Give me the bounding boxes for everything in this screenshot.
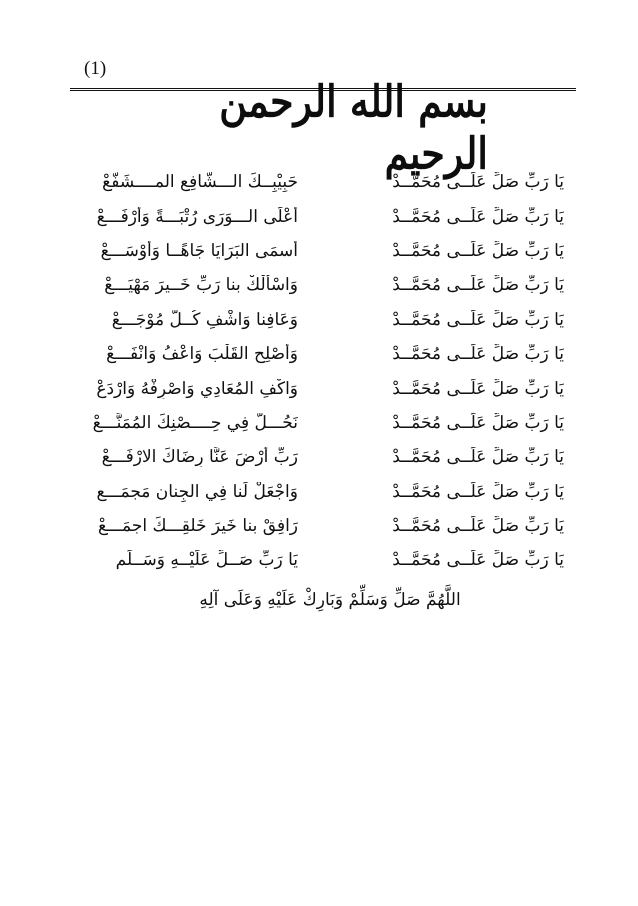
verse-right-hemistich: يَا رَبِّ صَلِّ عَلَــى مُحَمَّــدْ [392, 378, 564, 399]
verse-left-hemistich: وَأَصْلِحِ القَلْبَ وَاعْفُ وَانْفَـــعْ [106, 344, 298, 365]
verse-row [86, 234, 564, 268]
verse-right-hemistich: يَا رَبِّ صَلِّ عَلَــى مُحَمَّــدْ [392, 412, 564, 433]
verse-right-hemistich: يَا رَبِّ صَلِّ عَلَــى مُحَمَّــدْ [392, 344, 564, 365]
verse-left-hemistich: رَبِّ أَرْضَ عَنَّا رِضَاكَ الارْفَـــعْ [101, 447, 298, 468]
verse-row [86, 543, 564, 577]
verse-left-hemistich: وَاجْعَلْ لَنا فِي الجِنان مَجمَـــع [96, 481, 298, 502]
verse-row [86, 440, 564, 474]
verse-right-hemistich: يَا رَبِّ صَلِّ عَلَــى مُحَمَّــدْ [392, 481, 564, 502]
verse-right-hemistich: يَا رَبِّ صَلِّ عَلَــى مُحَمَّــدْ [392, 447, 564, 468]
verse-table [86, 165, 564, 578]
basmala-calligraphy: بسم الله الرحمن الرحيم [219, 75, 488, 179]
verse-row [86, 165, 564, 199]
page-number: (1) [84, 58, 107, 79]
verse-row [86, 475, 564, 509]
verse-right-hemistich: يَا رَبِّ صَلِّ عَلَــى مُحَمَّــدْ [392, 206, 564, 227]
verse-row [86, 199, 564, 233]
verse-left-hemistich: رَافِقْ بنا خَيرَ خَلقِـــكَ اجمَـــعْ [98, 516, 298, 537]
verse-left-hemistich: وَعَافِنا وَاشْفِ كُــلَّ مُوْجَـــعْ [111, 309, 298, 330]
verse-right-hemistich: يَا رَبِّ صَلِّ عَلَــى مُحَمَّــدْ [392, 172, 564, 193]
verse-row [86, 268, 564, 302]
verse-row [86, 509, 564, 543]
verse-right-hemistich: يَا رَبِّ صَلِّ عَلَــى مُحَمَّــدْ [392, 516, 564, 537]
verse-row [86, 406, 564, 440]
verse-row [86, 303, 564, 337]
verse-left-hemistich: حَبِيْبِــكَ الـــشَّافِعِ المــــشَفَّعْ [102, 172, 298, 193]
verse-left-hemistich: وَاكْفِ المُعَادِي وَاصْرِفْهُ وَارْدَعْ [96, 378, 298, 399]
verse-right-hemistich: يَا رَبِّ صَلِّ عَلَــى مُحَمَّــدْ [392, 275, 564, 296]
verse-left-hemistich: يَا رَبِّ صَــلِّ عَلَيْــهِ وَسَــلِّم [115, 550, 298, 571]
verse-right-hemistich: يَا رَبِّ صَلِّ عَلَــى مُحَمَّــدْ [392, 240, 564, 261]
verse-row [86, 337, 564, 371]
verse-right-hemistich: يَا رَبِّ صَلِّ عَلَــى مُحَمَّــدْ [392, 309, 564, 330]
verse-left-hemistich: وَاسْأَلْكْ بنا رَبِّ خَــيرَ مَهْيَـــعْ [104, 275, 298, 296]
verse-left-hemistich: أَسمَى البَرَايَا جَاهًــا وَأَوْسَـــعْ [100, 240, 298, 261]
closing-prayer: اللَّهُمَّ صَلِّ وَسَلِّمْ وَبَارِكْ عَلَيْهِ وَعَلَى آلِهِ [199, 590, 461, 610]
verse-left-hemistich: نَحُـــلَّ فِي حِــــصْنِكَ المُمَنَّـــعْ [92, 412, 298, 433]
verse-row [86, 371, 564, 405]
verse-right-hemistich: يَا رَبِّ صَلِّ عَلَــى مُحَمَّــدْ [392, 550, 564, 571]
verse-left-hemistich: أَعْلَى الـــوَرَى رُتْبَـــةً وَأَرْفَـــعْ [96, 206, 298, 227]
